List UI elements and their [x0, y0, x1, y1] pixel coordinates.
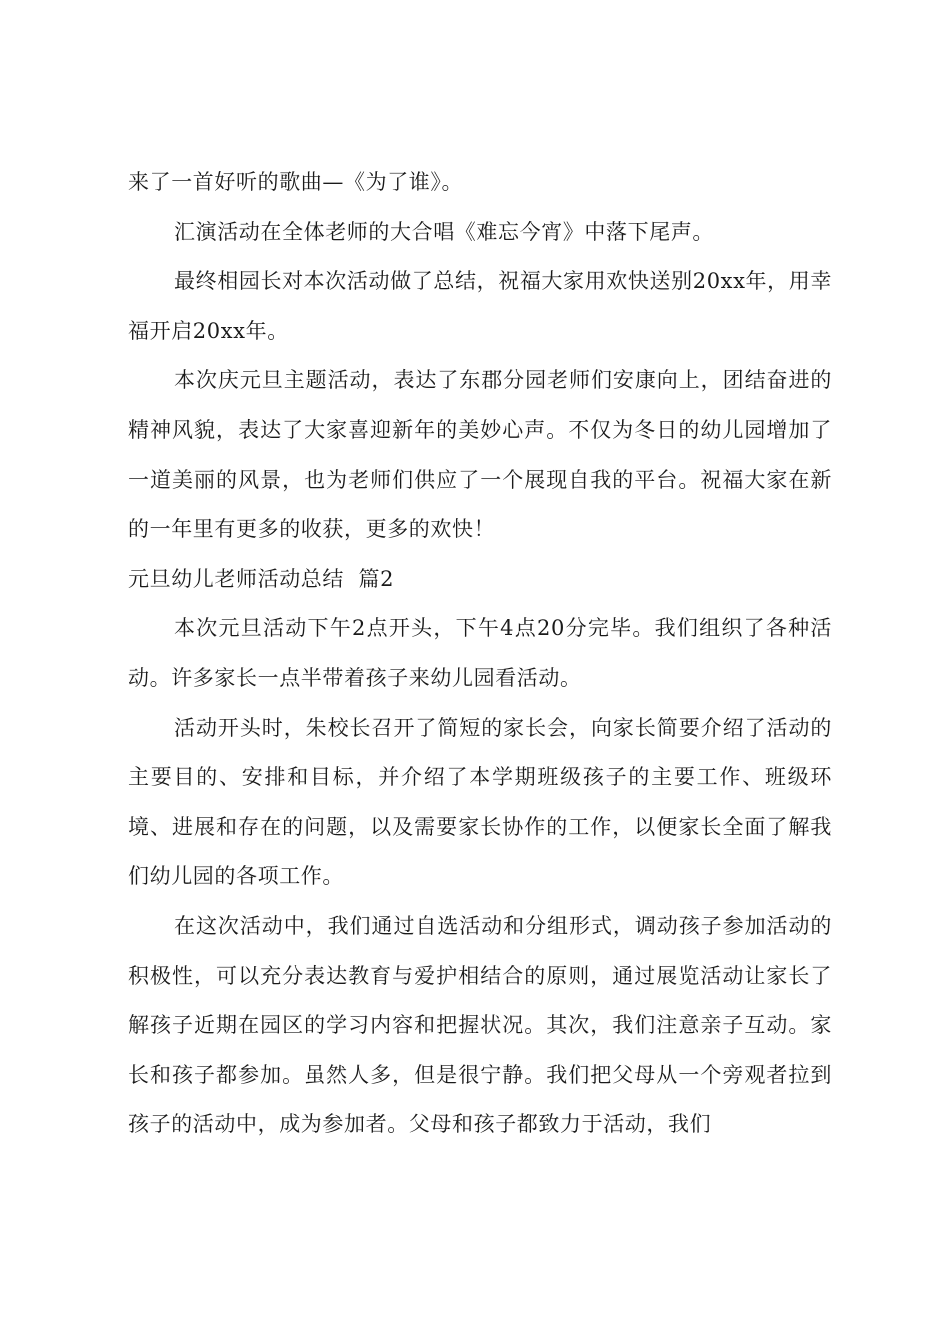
- document-page: [128, 158, 832, 1150]
- section-paragraph-3: 在这次活动中，我们通过自选活动和分组形式，调动孩子参加活动的积极性，可以充分表达教育与爱护相结合的原则，通过展览活动让家长了解孩子近期在园区的学习内容和把握状况。其次，我们注意亲子互动。家长和孩子都参加。虽然人多，但是很宁静。我们把父母从一个旁观者拉到孩子的活动中，成为参加者。父母和孩子都致力于活动，我们: [128, 913, 832, 1137]
- paragraph-2: 汇演活动在全体老师的大合唱《难忘今宵》中落下尾声。: [174, 219, 714, 244]
- paragraph-1: 来了一首好听的歌曲—《为了谁》。: [128, 170, 464, 194]
- paragraph-4: 本次庆元旦主题活动，表达了东郡分园老师们安康向上，团结奋进的精神风貌，表达了大家喜迎新年的美妙心声。不仅为冬日的幼儿园增加了一道美丽的风景，也为老师们供应了一个展现自我的平台。祝福大家在新的一年里有更多的收获，更多的欢快！: [128, 368, 832, 542]
- section-paragraph-2: 活动开头时，朱校长召开了简短的家长会，向家长简要介绍了活动的主要目的、安排和目标，并介绍了本学期班级孩子的主要工作、班级环境、进展和存在的问题，以及需要家长协作的工作，以便家长全面了解我们幼儿园的各项工作。: [128, 715, 832, 889]
- paragraph-3: 最终相园长对本次活动做了总结，祝福大家用欢快送别20xx年，用幸福开启20xx年。: [128, 269, 832, 343]
- section-paragraph-1: 本次元旦活动下午2点开头，下午4点20分完毕。我们组织了各种活动。许多家长一点半带着孩子来幼儿园看活动。: [128, 616, 832, 690]
- section-heading: 元旦幼儿老师活动总结 篇2: [128, 566, 395, 591]
